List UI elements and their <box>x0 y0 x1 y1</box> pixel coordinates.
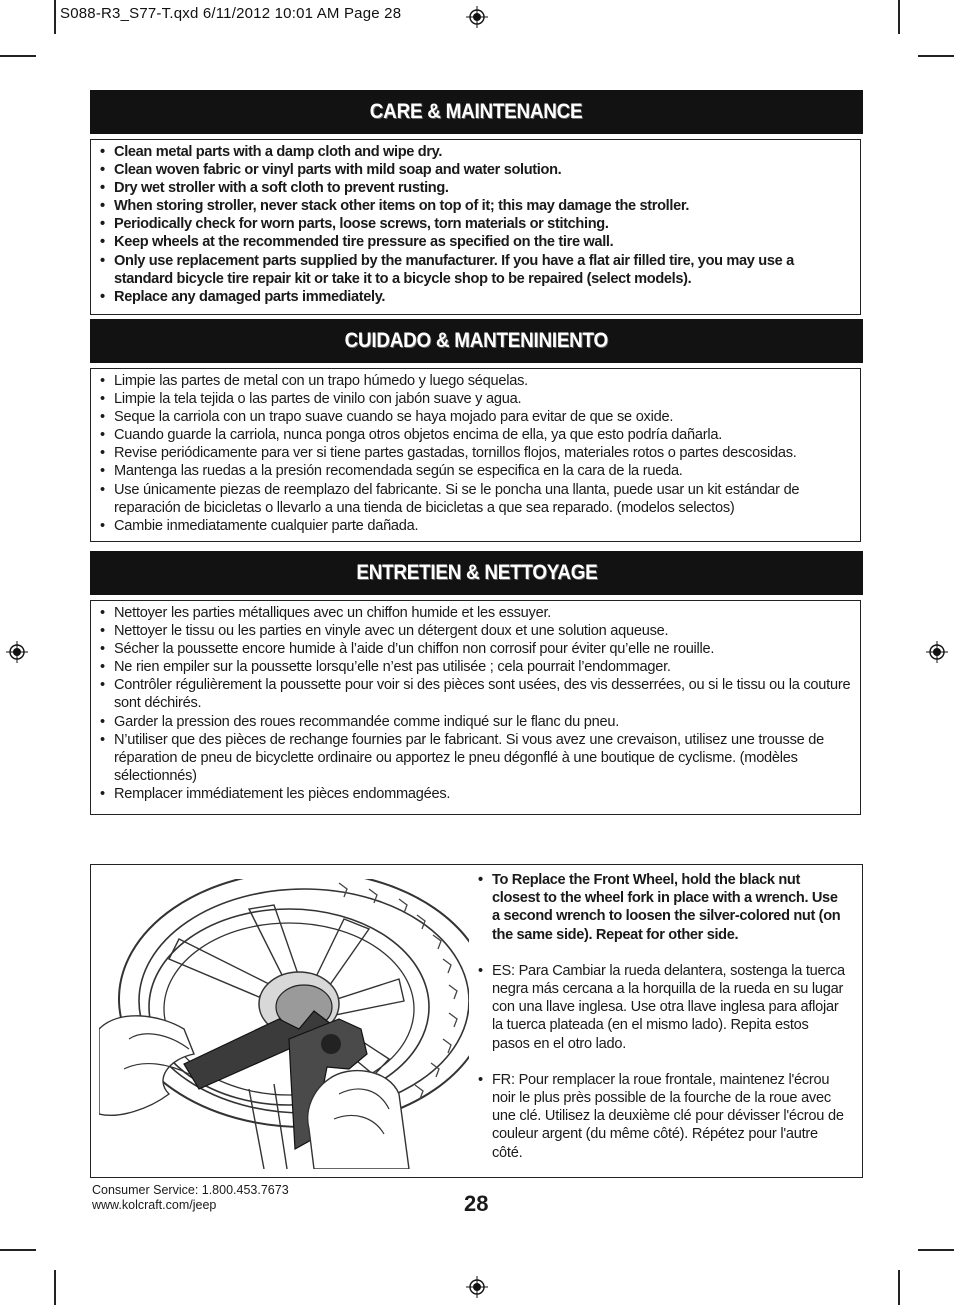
entretien-list-box <box>90 600 861 815</box>
entretien-header <box>90 551 863 595</box>
crop-mark-bottom-left-v <box>54 1270 56 1305</box>
footer-contact <box>92 1183 289 1213</box>
wheel-replacement-box <box>90 864 863 1178</box>
consumer-service: Consumer Service: 1.800.453.7673 <box>92 1183 289 1197</box>
list-item: • Nettoyer les parties métalliques avec un chiffon humide et les essuyer. <box>98 604 852 622</box>
cuidado-header <box>90 319 863 363</box>
crop-mark-top-right-h <box>918 55 954 57</box>
registration-mark-bottom-icon <box>466 1276 488 1298</box>
care-header <box>90 90 863 134</box>
list-item: • Dry wet stroller with a soft cloth to prevent rusting. <box>98 179 852 197</box>
registration-mark-left-icon <box>6 641 28 663</box>
entretien-list <box>98 604 852 803</box>
entretien-title: ENTRETIEN & NETTOYAGE <box>355 561 598 584</box>
crop-mark-top-left-v <box>54 0 56 34</box>
crop-mark-bottom-left-h <box>0 1249 36 1251</box>
page-number: 28 <box>464 1191 489 1216</box>
list-item: • Cambie inmediatamente cualquier parte dañada. <box>98 517 852 535</box>
wheel-instructions <box>477 871 849 1180</box>
care-list <box>98 143 852 306</box>
list-item: • Limpie la tela tejida o las partes de vinilo con jabón suave y agua. <box>98 390 852 408</box>
list-item: • Nettoyer le tissu ou les parties en vinyle avec un détergent doux et une solution aqueuse. <box>98 622 852 640</box>
list-item: • Revise periódicamente para ver si tiene partes gastadas, tornillos flojos, materiales rotos o partes descosidas. <box>98 444 852 462</box>
list-item: • Limpie las partes de metal con un trapo húmedo y luego séquelas. <box>98 372 852 390</box>
wheel-instruction-fr: • FR: Pour remplacer la roue frontale, maintenez l'écrou noir le plus près possible de la fourche de la roue avec une clé. Utilisez la deuxième clé pour dévisser l'écrou de couleur argent (du même côté). Répétez pour l'autre côté. <box>477 1071 849 1162</box>
list-item: • Contrôler régulièrement la poussette pour voir si des pièces sont usées, des vis desserrées, ou si le tissu ou la couture sont déchirés. <box>98 676 852 712</box>
care-list-box <box>90 139 861 315</box>
cuidado-list <box>98 372 852 535</box>
wheel-instruction-es: • ES: Para Cambiar la rueda delantera, sostenga la tuerca negra más cercana a la horquilla de la rueda en su lugar con una llave inglesa. Use otra llave inglesa para aflojar la tuerca plateada (en el mismo lado). Repita estos pasos en el otro lado. <box>477 962 849 1053</box>
cuidado-list-box <box>90 368 861 542</box>
list-item: • Replace any damaged parts immediately. <box>98 288 852 306</box>
registration-mark-top-icon <box>466 6 488 28</box>
list-item: • Clean woven fabric or vinyl parts with mild soap and water solution. <box>98 161 852 179</box>
list-item: • Remplacer immédiatement les pièces endommagées. <box>98 785 852 803</box>
list-item: • Only use replacement parts supplied by the manufacturer. If you have a flat air filled tire, you may use a standard bicycle tire repair kit or take it to a bicycle shop to be repaired (select models). <box>98 252 852 288</box>
crop-mark-bottom-right-v <box>898 1270 900 1305</box>
list-item: • Use únicamente piezas de reemplazo del fabricante. Si se le poncha una llanta, puede usar un kit estándar de reparación de bicicletas o llevarlo a una tienda de bicicletas a que sea reparado. (modelos selectos) <box>98 481 852 517</box>
website-link: www.kolcraft.com/jeep <box>92 1198 217 1212</box>
list-item: • Keep wheels at the recommended tire pressure as specified on the tire wall. <box>98 233 852 251</box>
registration-mark-right-icon <box>926 641 948 663</box>
list-item: • When storing stroller, never stack other items on top of it; this may damage the stroller. <box>98 197 852 215</box>
crop-mark-top-right-v <box>898 0 900 34</box>
wheel-instruction-en: • To Replace the Front Wheel, hold the black nut closest to the wheel fork in place with a wrench. Use a second wrench to loosen the silver-colored nut (on the same side). Repeat for other side. <box>477 871 849 944</box>
list-item: • Periodically check for worn parts, loose screws, torn materials or stitching. <box>98 215 852 233</box>
list-item: • N’utiliser que des pièces de rechange fournies par le fabricant. Si vous avez une crevaison, utilisez une trousse de réparation de pneu de bicyclette ordinaire ou apportez le pneu dégonflé à une boutique de cyclisme. (modèles sélectionnés) <box>98 731 852 785</box>
care-title: CARE & MAINTENANCE <box>370 100 583 123</box>
list-item: • Sécher la poussette encore humide à l’aide d’un chiffon non corrosif pour éviter qu’elle ne rouille. <box>98 640 852 658</box>
crop-mark-top-left-h <box>0 55 36 57</box>
cuidado-title: CUIDADO & MANTENINIENTO <box>344 329 609 352</box>
crop-mark-bottom-right-h <box>918 1249 954 1251</box>
list-item: • Clean metal parts with a damp cloth and wipe dry. <box>98 143 852 161</box>
list-item: • Mantenga las ruedas a la presión recomendada según se especifica en la cara de la rueda. <box>98 462 852 480</box>
print-slug: S088-R3_S77-T.qxd 6/11/2012 10:01 AM Page 28 <box>60 5 402 22</box>
wheel-wrench-illustration <box>99 879 469 1169</box>
list-item: • Garder la pression des roues recommandée comme indiqué sur le flanc du pneu. <box>98 713 852 731</box>
list-item: • Seque la carriola con un trapo suave cuando se haya mojado para evitar de que se oxide. <box>98 408 852 426</box>
list-item: • Ne rien empiler sur la poussette lorsqu’elle n’est pas utilisée ; cela pourrait l’endommager. <box>98 658 852 676</box>
list-item: • Cuando guarde la carriola, nunca ponga otros objetos encima de ella, ya que esto podría dañarla. <box>98 426 852 444</box>
